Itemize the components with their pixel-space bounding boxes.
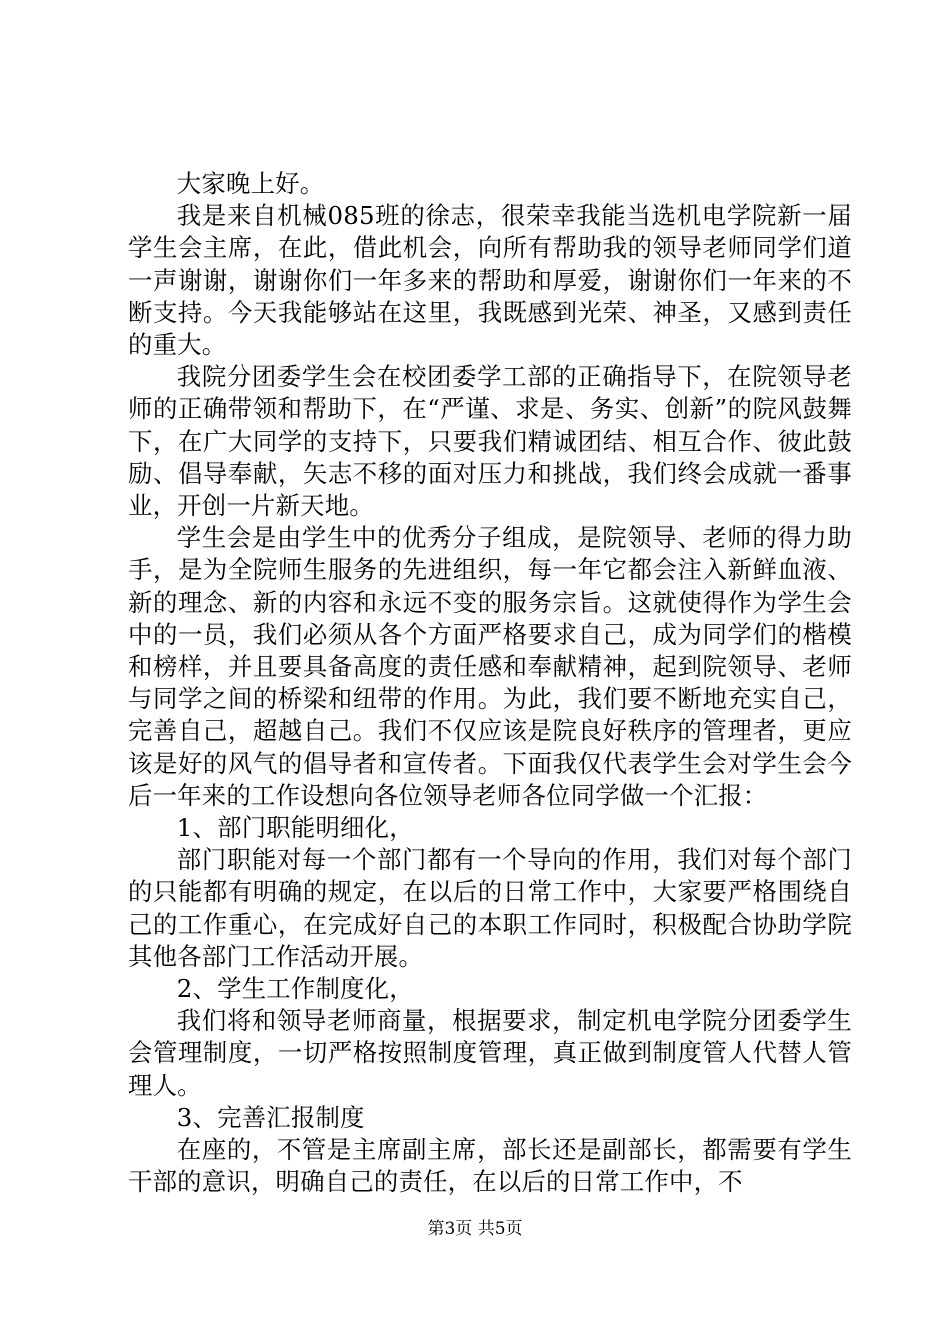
- heading-item-2: 2、学生工作制度化，: [176, 974, 414, 1004]
- heading-item-3: 3、完善汇报制度: [176, 1102, 365, 1132]
- paragraph-item-1: 部门职能对每一个部门都有一个导向的作用，我们对每个部门的只能都有明确的规定，在以后的日常工作中，大家要严格围绕自己的工作重心，在完成好自己的本职工作同时，积极配合协助学院其他各部门工作活动开展。: [128, 845, 852, 971]
- paragraph-introduction: 我是来自机械085班的徐志，很荣幸我能当选机电学院新一届学生会主席，在此，借此机会，向所有帮助我的领导老师同学们道一声谢谢，谢谢你们一年多来的帮助和厚爱，谢谢你们一年来的不断支持。今天我能够站在这里，我既感到光荣、神圣，又感到责任的重大。: [128, 201, 852, 360]
- paragraph-item-2: 我们将和领导老师商量，根据要求，制定机电学院分团委学生会管理制度，一切严格按照制度管理，真正做到制度管人代替人管理人。: [128, 1006, 852, 1100]
- paragraph-guidance: 我院分团委学生会在校团委学工部的正确指导下，在院领导老师的正确带领和帮助下，在“严谨、求是、务实、创新”的院风鼓舞下，在广大同学的支持下，只要我们精诚团结、相互合作、彼此鼓励、倡导奉献，矢志不移的面对压力和挑战，我们终会成就一番事业，开创一片新天地。: [128, 362, 852, 521]
- heading-item-1: 1、部门职能明细化，: [176, 813, 414, 843]
- page-number-footer: 第3页 共5页: [427, 1219, 523, 1239]
- paragraph-student-union: 学生会是由学生中的优秀分子组成，是院领导、老师的得力助手，是为全院师生服务的先进组织，每一年它都会注入新鲜血液、新的理念、新的内容和永远不变的服务宗旨。这就使得作为学生会中的一员，我们必须从各个方面严格要求自己，成为同学们的楷模和榜样，并且要具备高度的责任感和奉献精神，起到院领导、老师与同学之间的桥梁和纽带的作用。为此，我们要不断地充实自己，完善自己，超越自己。我们不仅应该是院良好秩序的管理者，更应该是好的风气的倡导者和宣传者。下面我仅代表学生会对学生会今后一年来的工作设想向各位领导老师各位同学做一个汇报：: [128, 523, 852, 810]
- body-text: [128, 168, 852, 1199]
- paragraph-greeting: 大家晚上好。: [176, 169, 325, 198]
- paragraph-item-3: 在座的，不管是主席副主席，部长还是副部长，都需要有学生干部的意识，明确自己的责任，在以后的日常工作中，不: [128, 1135, 852, 1197]
